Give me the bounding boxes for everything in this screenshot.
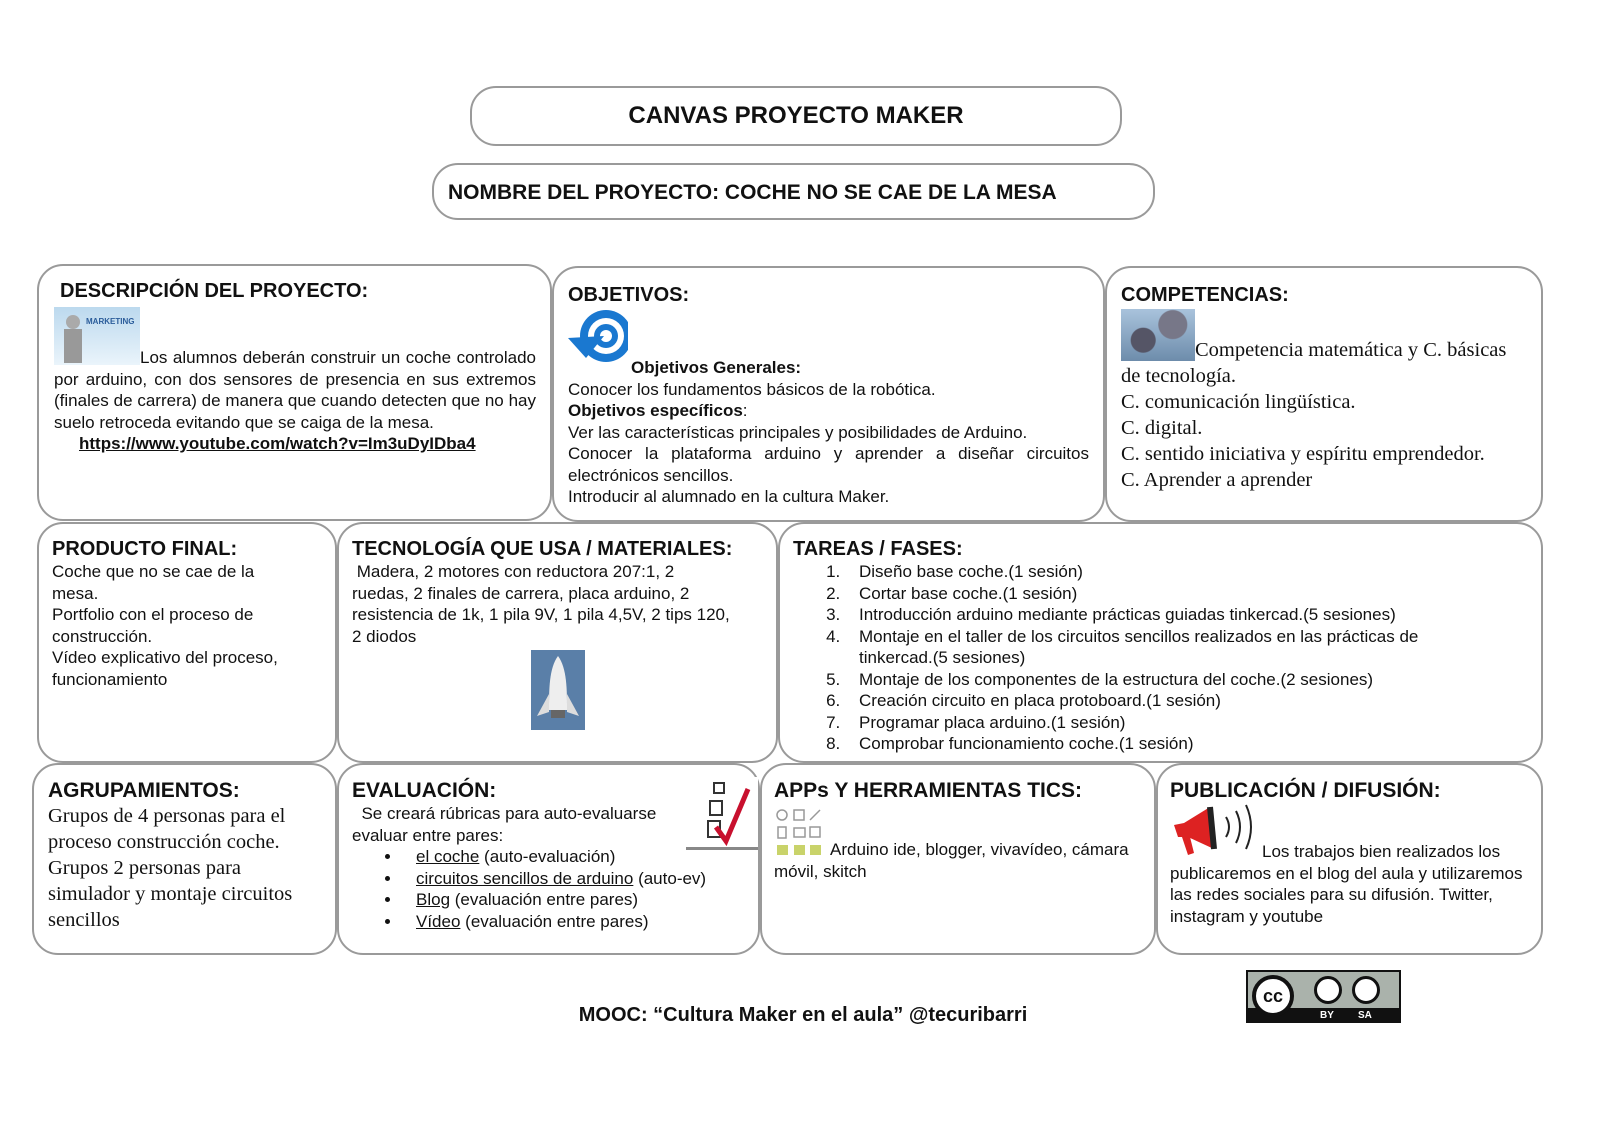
agrupamientos-box (32, 763, 337, 955)
tareas-heading: TAREAS / FASES: (793, 538, 963, 560)
project-name-box (432, 163, 1155, 220)
tareas-box (778, 522, 1543, 763)
evaluacion-link[interactable]: Blog (416, 890, 451, 909)
tecnologia-box (337, 522, 778, 763)
tarea-item: 6. Creación circuito en placa protoboard.(1 sesión) (845, 690, 1527, 712)
evaluacion-box (337, 763, 760, 955)
competencia-item: C. sentido iniciativa y espíritu emprendedor. (1121, 443, 1485, 465)
evaluacion-item (402, 868, 758, 890)
evaluacion-link[interactable]: Vídeo (416, 911, 461, 931)
tecnologia-text: Madera, 2 motores con reductora 207:1, 2 ruedas, 2 finales de carrera, placa arduino, 2 resistencia de 1k, 1 pila 9V, 1 pila 4,5V, 2 tips 120, 2 diodos (352, 562, 735, 646)
descripcion-text: Los alumnos deberán construir un coche controlado por arduino, con dos sensores de presencia en sus extremos (finales de carrera) de manera que cuando detecten que no hay suelo retroceda evitando que se caiga de la mesa. (54, 348, 536, 432)
tools-icons (774, 807, 830, 859)
agrupamientos-heading: AGRUPAMIENTOS: (48, 779, 240, 802)
cc-by-sa-badge[interactable] (1246, 970, 1401, 1023)
publicacion-box (1156, 763, 1543, 955)
producto-item: Portfolio con el proceso de construcción. (52, 605, 254, 646)
license-sa: SA (1358, 1010, 1372, 1021)
tarea-item: 1. Diseño base coche.(1 sesión) (845, 561, 1527, 583)
objetivos-generales-text: Conocer los fundamentos básicos de la robótica. (568, 379, 936, 399)
evaluacion-note: (auto-ev) (633, 868, 707, 888)
descripcion-heading: DESCRIPCIÓN DEL PROYECTO: (60, 280, 369, 302)
footer-credit: MOOC: “Cultura Maker en el aula” @tecuribarri (578, 1004, 1028, 1026)
objetivo-especifico: Conocer la plataforma arduino y aprender a diseñar circuitos electrónicos sencillos. (568, 444, 1089, 485)
apps-box (760, 763, 1156, 955)
publicacion-text: Los trabajos bien realizados los publicaremos en el blog del aula y utilizaremos las redes sociales para su difusión. Twitter, instagram y youtube (1170, 842, 1523, 926)
evaluacion-intro: Se creará rúbricas para auto-evaluarse evaluar entre pares: (352, 804, 662, 845)
competencia-item: C. comunicación lingüística. (1121, 391, 1356, 413)
by-icon (1314, 976, 1342, 1004)
objetivo-especifico: Introducir al alumnado en la cultura Maker. (568, 487, 890, 506)
objetivos-heading: OBJETIVOS: (568, 284, 690, 306)
marketing-image-text: MARKETING (86, 317, 135, 326)
competencia-item: C. digital. (1121, 417, 1203, 439)
tecnologia-heading: TECNOLOGÍA QUE USA / MATERIALES: (352, 538, 733, 560)
producto-final-heading: PRODUCTO FINAL: (52, 538, 238, 560)
evaluacion-link[interactable]: circuitos sencillos de arduino (416, 868, 634, 888)
license-by: BY (1320, 1010, 1334, 1021)
evaluacion-link[interactable]: el coche (416, 847, 480, 866)
tarea-item: 7. Programar placa arduino.(1 sesión) (845, 712, 1527, 734)
descripcion-box (37, 264, 552, 521)
competencias-heading: COMPETENCIAS: (1121, 284, 1289, 306)
apps-text: Arduino ide, blogger, vivavídeo, cámara móvil, skitch (774, 840, 1129, 881)
producto-item: Vídeo explicativo del proceso, funcionamiento (52, 648, 278, 689)
megaphone-icon (1170, 803, 1262, 859)
objetivos-especificos-label: Objetivos específicos (568, 401, 743, 420)
gears-image (1121, 309, 1195, 361)
competencias-box (1105, 266, 1543, 522)
objetivo-especifico: Ver las características principales y posibilidades de Arduino. (568, 422, 1028, 442)
evaluacion-item (402, 911, 758, 933)
tarea-item: 8. Comprobar funcionamiento coche.(1 sesión) (845, 733, 1527, 755)
objetivos-box (552, 266, 1105, 522)
evaluacion-item (402, 889, 758, 911)
evaluacion-note: (evaluación entre pares) (460, 911, 649, 931)
evaluacion-heading: EVALUACIÓN: (352, 779, 497, 802)
page-title: CANVAS PROYECTO MAKER (628, 102, 964, 129)
tarea-item: 4. Montaje en el taller de los circuitos sencillos realizados en las prácticas de tinkercad.(5 sesiones) (845, 626, 1479, 669)
evaluacion-list (352, 846, 758, 932)
evaluacion-note: (auto-evaluación) (479, 847, 616, 866)
marketing-image (54, 307, 140, 365)
cc-icon: cc (1252, 975, 1294, 1017)
apps-heading: APPs Y HERRAMIENTAS TICS: (774, 779, 1083, 802)
competencia-item: Competencia matemática y C. básicas de tecnología. (1121, 339, 1507, 387)
objetivos-generales-label: Objetivos Generales: (631, 358, 802, 377)
producto-final-box (37, 522, 337, 763)
publicacion-heading: PUBLICACIÓN / DIFUSIÓN: (1170, 779, 1441, 802)
title-box (470, 86, 1122, 146)
colon: : (742, 401, 748, 420)
sa-icon (1352, 976, 1380, 1004)
agrupamientos-text: Grupos de 4 personas para el proceso construcción coche. Grupos 2 personas para simulador y montaje circuitos sencillos (48, 805, 293, 931)
checklist-image (686, 777, 758, 850)
youtube-link[interactable]: https://www.youtube.com/watch?v=Im3uDyIDba4 (79, 434, 476, 453)
competencia-item: C. Aprender a aprender (1121, 469, 1313, 491)
project-name: NOMBRE DEL PROYECTO: COCHE NO SE CAE DE LA MESA (448, 181, 1057, 204)
evaluacion-note: (evaluación entre pares) (450, 890, 639, 909)
tarea-item: 5. Montaje de los componentes de la estructura del coche.(2 sesiones) (845, 669, 1527, 691)
producto-item: Coche que no se cae de la mesa. (52, 562, 255, 603)
rocket-image (531, 650, 585, 730)
tarea-item: 2. Cortar base coche.(1 sesión) (845, 583, 1527, 605)
tarea-item: 3. Introducción arduino mediante prácticas guiadas tinkercad.(5 sesiones) (845, 604, 1527, 626)
target-icon (566, 306, 628, 366)
tareas-list (793, 561, 1527, 755)
checklist-icon (686, 777, 758, 847)
